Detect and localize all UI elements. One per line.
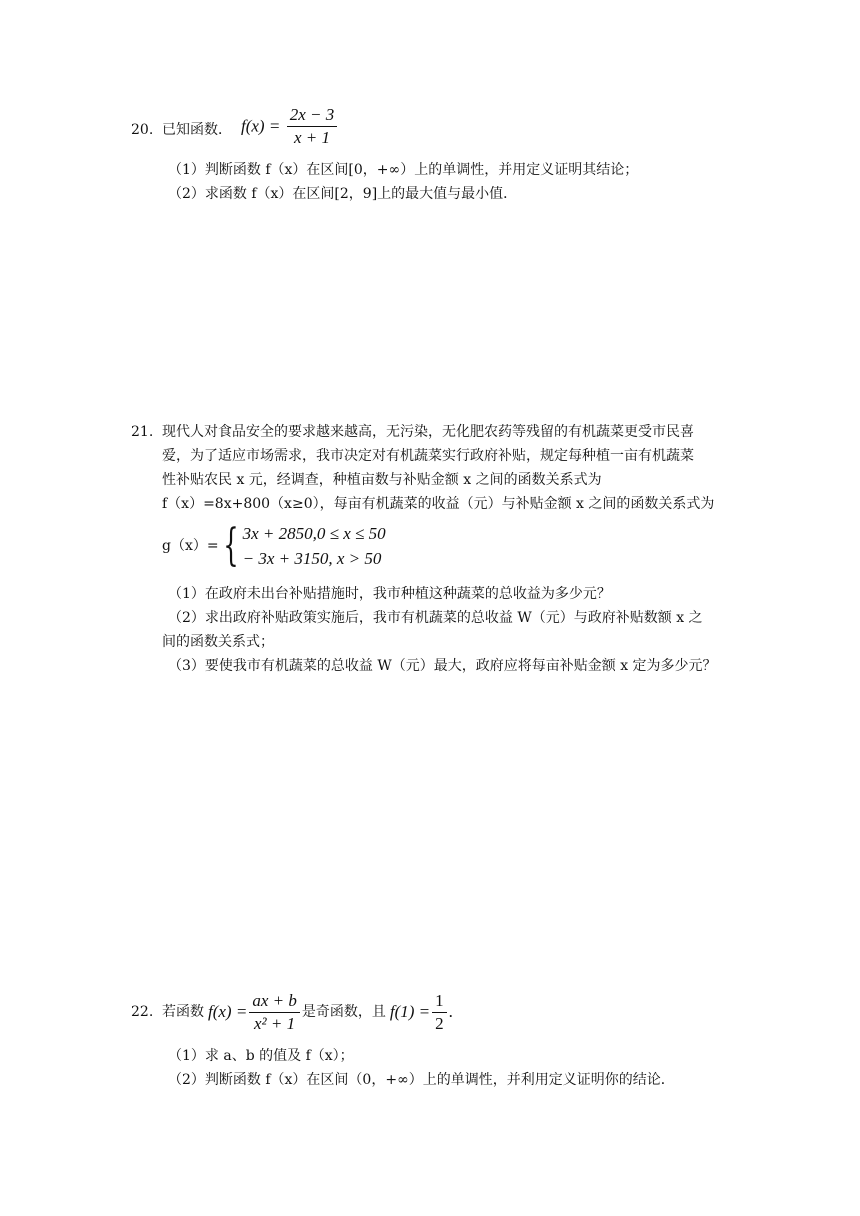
problem-intro: 若函数 [162, 1004, 204, 1020]
piecewise-cases [243, 521, 386, 571]
fraction-numerator: 2x − 3 [287, 104, 338, 127]
case-1: 3x + 2850,0 ≤ x ≤ 50 [242, 524, 386, 543]
fraction [287, 104, 338, 149]
condition-fraction [432, 990, 447, 1035]
problem-21-stem [131, 420, 741, 516]
problem-number: 20. [131, 122, 154, 138]
piecewise-function [162, 516, 741, 576]
question-1: （1）判断函数 f（x）在区间[0，+∞）上的单调性，并用定义证明其结论； [168, 162, 639, 178]
problem-20-header [131, 104, 741, 158]
formula-lhs: f(x) = [241, 116, 281, 136]
problem-number: 22. [131, 1004, 154, 1020]
question-2: （2）求函数 f（x）在区间[2，9]上的最大值与最小值． [168, 186, 518, 202]
question-2-continued: 间的函数关系式； [162, 634, 274, 650]
function-formula [241, 104, 339, 149]
problem-22 [131, 984, 741, 1092]
question-1: （1）求 a、b 的值及 f（x）； [168, 1048, 354, 1064]
piecewise-lhs: g（x）= [162, 538, 219, 554]
fraction-denominator: x² + 1 [254, 1013, 296, 1033]
question-2: （2）判断函数 f（x）在区间（0，+∞）上的单调性，并利用定义证明你的结论． [168, 1072, 675, 1088]
problem-number: 21. [131, 424, 154, 440]
formula-lhs: f(x) = [208, 1002, 248, 1021]
condition-numerator: 1 [432, 990, 447, 1013]
fraction-numerator: ax + b [249, 990, 300, 1013]
condition-denominator: 2 [435, 1013, 444, 1033]
stem-line-4: f（x）=8x+800（x≥0），每亩有机蔬菜的收益（元）与补贴金额 x 之间的函数关系式为 [162, 496, 715, 512]
question-2: （2）求出政府补贴政策实施后，我市有机蔬菜的总收益 W（元）与政府补贴数额 x 之 [168, 610, 703, 626]
problem-20 [131, 104, 741, 206]
statement-middle: 是奇函数，且 [301, 1004, 386, 1020]
problem-21 [131, 420, 741, 678]
case-2: − 3x + 3150, x > 50 [242, 549, 382, 568]
stem-line-3: 性补贴农民 x 元，经调查，种植亩数与补贴金额 x 之间的函数关系式为 [162, 472, 602, 488]
fraction-denominator: x + 1 [294, 128, 331, 147]
question-1: （1）在政府未出台补贴措施时，我市种植这种蔬菜的总收益为多少元？ [168, 586, 611, 602]
stem-line-1: 现代人对食品安全的要求越来越高，无污染，无化肥农药等残留的有机蔬菜更受市民喜 [162, 424, 694, 440]
problem-22-header [131, 984, 741, 1044]
fraction [249, 990, 300, 1035]
condition-lhs: f(1) = [389, 1002, 431, 1021]
problem-22-statement [162, 984, 453, 1040]
problem-intro: 已知函数． [162, 122, 232, 138]
question-3: （3）要使我市有机蔬菜的总收益 W（元）最大，政府应将每亩补贴金额 x 定为多少元？ [168, 658, 717, 674]
brace-icon: { [222, 520, 239, 571]
statement-end: . [448, 1002, 453, 1021]
stem-line-2: 爱，为了适应市场需求，我市决定对有机蔬菜实行政府补贴，规定每种植一亩有机蔬菜 [162, 448, 694, 464]
